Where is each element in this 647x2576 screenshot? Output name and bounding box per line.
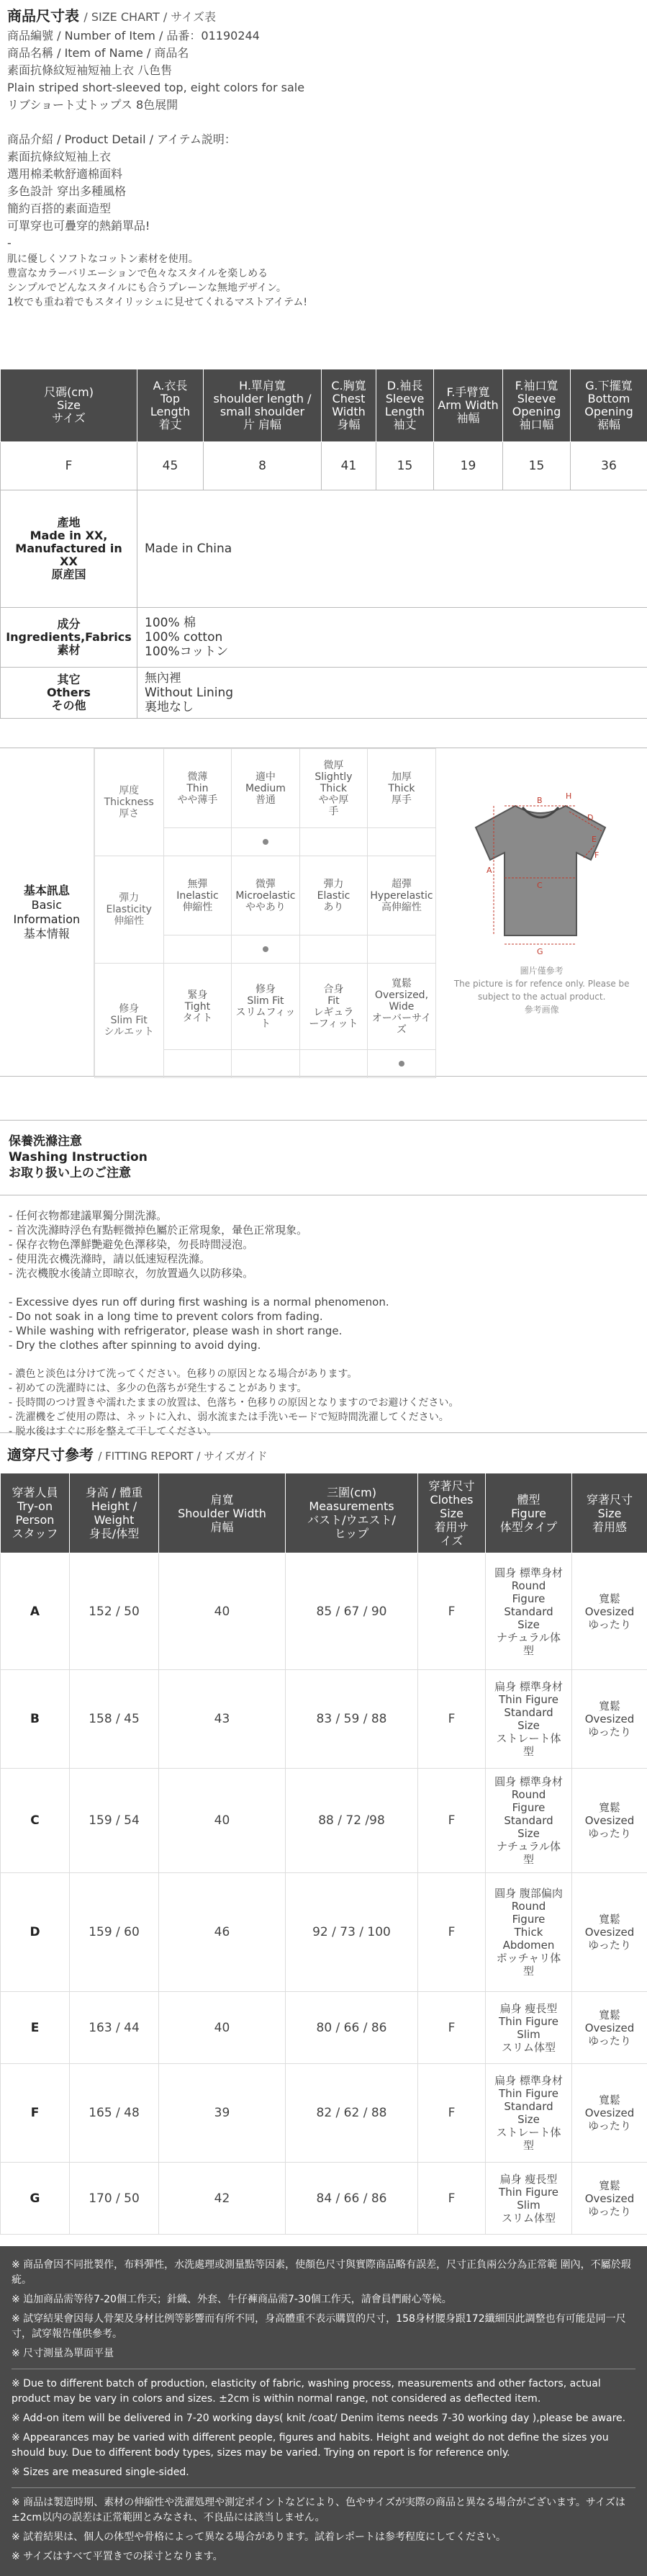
- size-cell: F: [418, 1873, 486, 1992]
- feel-cell: 寬鬆 Ovesized ゆったり: [572, 1553, 647, 1670]
- figure-cell: 圓身 標準身材 Round Figure Standard Size ナチュラル体 型: [486, 1553, 572, 1670]
- person-cell: A: [1, 1553, 70, 1670]
- col-shoulder: H.單肩寬 shoulder length / small shoulder 片 肩幅: [204, 369, 322, 442]
- wash-line: - While washing with refrigerator, please wash in short range.: [9, 1324, 638, 1338]
- detail-line: 多色設計 穿出多種風格: [7, 183, 640, 200]
- washing-title-zh: 保養洗滌注意: [9, 1134, 638, 1149]
- feel-cell: 寬鬆 Ovesized ゆったり: [572, 1769, 647, 1873]
- col-top-length: A.衣長 Top Length 着丈: [137, 369, 204, 442]
- product-detail-title: 商品介紹 / Product Detail / アイテム説明：: [7, 131, 640, 148]
- item-name-label: 商品名稱 / Item of Name / 商品名: [7, 45, 640, 62]
- diagram-letter: F: [594, 851, 599, 860]
- height-weight-cell: 159 / 54: [70, 1769, 159, 1873]
- shoulder-cell: 42: [159, 2163, 286, 2235]
- option-thin: 微薄 Thin やや薄手: [163, 749, 232, 828]
- fitting-table: [0, 1473, 647, 2235]
- shoulder-cell: 39: [159, 2064, 286, 2163]
- size-cell: F: [418, 1553, 486, 1670]
- note-line: ※ 追加商品需等待7-20個工作天；針織、外套、牛仔褲商品需7-30個工作天，請會員們耐心等候。: [12, 2292, 635, 2307]
- measurements-cell: 85 / 67 / 90: [286, 1553, 418, 1670]
- size-cell: 19: [434, 442, 503, 490]
- material-label: 成分 Ingredients,Fabrics 素材: [1, 608, 137, 668]
- origin-row: [1, 490, 647, 608]
- sel-cell: [163, 1050, 232, 1078]
- col-sleeve-opening: F.袖口寬 Sleeve Opening 袖口幅: [503, 369, 571, 442]
- measurements-cell: 92 / 73 / 100: [286, 1873, 418, 1992]
- option-thick: 加厚 Thick 厚手: [368, 749, 436, 828]
- col-bottom-opening: G.下擺寬 Bottom Opening 裾幅: [571, 369, 647, 442]
- size-cell: 41: [322, 442, 376, 490]
- sel-cell: [368, 1050, 436, 1078]
- person-cell: C: [1, 1769, 70, 1873]
- table-row: [1, 1553, 647, 1670]
- measurements-cell: 82 / 62 / 88: [286, 2064, 418, 2163]
- origin-label: 產地 Made in XX, Manufactured in XX 原産国: [1, 490, 137, 608]
- sel-cell: [299, 935, 368, 964]
- sel-cell: [232, 1050, 300, 1078]
- measurements-cell: 83 / 59 / 88: [286, 1670, 418, 1769]
- item-name-jp: リブショート丈トップス 8色展開: [7, 97, 640, 114]
- washing-title: [0, 1120, 647, 1195]
- item-name-en: Plain striped short-sleeved top, eight colors for sale: [7, 79, 640, 97]
- option-oversized: 寬鬆 Oversized, Wide オーバーサイ ズ: [368, 964, 436, 1050]
- col-arm-width: F.手臂寬 Arm Width 袖幅: [434, 369, 503, 442]
- table-row: [1, 2163, 647, 2235]
- note-line: ※ 試着結果は、個人の体型や骨格によって異なる場合があります。試着レポートは参考程度にしてください。: [12, 2530, 635, 2545]
- sel-cell: [368, 828, 436, 856]
- basic-info-title: 基本訊息 Basic Information 基本情報: [0, 748, 94, 1076]
- figure-cell: 圓身 標準身材 Round Figure Standard Size ナチュラル体 型: [486, 1769, 572, 1873]
- size-cell: 45: [137, 442, 204, 490]
- height-weight-cell: 159 / 60: [70, 1873, 159, 1992]
- detail-line: 選用棉柔軟舒適棉面料: [7, 166, 640, 183]
- shoulder-cell: 46: [159, 1873, 286, 1992]
- origin-value: Made in China: [137, 490, 647, 608]
- figure-cell: 扁身 標準身材 Thin Figure Standard Size ストレート体 型: [486, 2064, 572, 2163]
- col-measurements: 三圍(cm) Measurements バスト/ウエスト/ ヒップ: [286, 1473, 418, 1553]
- table-row: [1, 1670, 647, 1769]
- detail-line-jp: 豊富なカラーバリエーションで色々なスタイルを楽しめる: [7, 266, 640, 281]
- diagram-letter: H: [566, 791, 571, 801]
- wash-line: - 首次洗滌時浮色有點輕微掉色屬於正常現象，暈色正常現象。: [9, 1223, 638, 1237]
- wash-line: - 洗濯機をご使用の際は、ネットに入れ、弱水流または手洗いモードで短時間洗濯してください。: [9, 1410, 638, 1424]
- size-cell: F: [418, 1670, 486, 1769]
- size-cell: 8: [204, 442, 322, 490]
- diagram-letter: D: [587, 813, 593, 822]
- other-label: 其它 Others その他: [1, 668, 137, 719]
- detail-line-jp: 肌に優しくソフトなコットン素材を使用。: [7, 252, 640, 266]
- wash-line: - Excessive dyes run off during first washing is a normal phenomenon.: [9, 1295, 638, 1309]
- wash-line: - 長時間のつけ置きや濡れたままの放置は、色落ち・色移りの原因となりますのでお避けください。: [9, 1396, 638, 1410]
- feel-cell: 寬鬆 Ovesized ゆったり: [572, 2064, 647, 2163]
- note-line: ※ Due to different batch of production, elasticity of fabric, washing process, measurements and other factors, actual product may be vary in colors and sizes. ±2cm is within normal range, not considered as deflected item.: [12, 2377, 635, 2407]
- note-line: ※ 商品會因不同批製作，布料彈性，水洗處理或測量點等因素，使顏色尺寸與實際商品略有誤差，尺寸正負兩公分為正常範 圍內，不屬於瑕疵。: [12, 2258, 635, 2288]
- diagram-letter: A: [487, 866, 492, 875]
- detail-separator: -: [7, 235, 640, 252]
- measurements-cell: 80 / 66 / 86: [286, 1992, 418, 2064]
- shoulder-cell: 40: [159, 1553, 286, 1670]
- washing-title-en: Washing Instruction: [9, 1149, 638, 1165]
- feel-cell: 寬鬆 Ovesized ゆったり: [572, 2163, 647, 2235]
- garment-diagram: [436, 748, 647, 1076]
- shoulder-cell: 43: [159, 1670, 286, 1769]
- size-cell: F: [418, 2163, 486, 2235]
- option-slim-fit: 修身 Slim Fit スリムフィッ ト: [232, 964, 300, 1050]
- diagram-letter: G: [537, 947, 543, 956]
- note-line: ※ 尺寸測量為單面平量: [12, 2346, 635, 2361]
- person-cell: B: [1, 1670, 70, 1769]
- option-elastic: 彈力 Elastic あり: [299, 856, 368, 935]
- wash-line: - Dry the clothes after spinning to avoid dying.: [9, 1338, 638, 1352]
- table-row: [1, 2064, 647, 2163]
- wash-line: - 洗衣機脫水後請立即晾衣，勿放置過久以防移染。: [9, 1266, 638, 1280]
- table-row: [1, 1769, 647, 1873]
- col-shoulder-width: 肩寬 Shoulder Width 肩幅: [159, 1473, 286, 1553]
- measurements-cell: 84 / 66 / 86: [286, 2163, 418, 2235]
- size-table-header: [1, 369, 647, 442]
- col-chest: C.胸寬 Chest Width 身幅: [322, 369, 376, 442]
- selected-dot: [399, 1061, 404, 1067]
- size-cell: F: [418, 1769, 486, 1873]
- col-clothes-size: 穿著尺寸 Clothes Size 着用サ イズ: [418, 1473, 486, 1553]
- thickness-label: 厚度 Thickness 厚さ: [94, 749, 163, 856]
- height-weight-cell: 158 / 45: [70, 1670, 159, 1769]
- person-cell: D: [1, 1873, 70, 1992]
- figure-cell: 扁身 瘦長型 Thin Figure Slim スリム体型: [486, 2163, 572, 2235]
- fit-label: 修身 Slim Fit シルエット: [94, 964, 163, 1078]
- other-row: [1, 668, 647, 719]
- person-cell: G: [1, 2163, 70, 2235]
- wash-line: - 任何衣物都建議單獨分開洗滌。: [9, 1208, 638, 1223]
- notes-section: [0, 2246, 647, 2576]
- wash-line: - 脱水後はすぐに形を整えて干してください。: [9, 1424, 638, 1439]
- size-table: [0, 369, 647, 719]
- note-line: ※ Appearances may be varied with different people, figures and habits. Height and weight do not define the sizes you should buy. Due to different body types, sizes may be varied. Trying on report is for reference only.: [12, 2431, 635, 2461]
- col-sleeve-length: D.袖長 Sleeve Length 袖丈: [376, 369, 434, 442]
- wash-line: - 使用洗衣機洗滌時，請以低速短程洗滌。: [9, 1252, 638, 1266]
- diagram-letter: C: [537, 881, 543, 890]
- col-figure: 體型 Figure 体型タイプ: [486, 1473, 572, 1553]
- fit-row: [94, 964, 435, 1050]
- option-slightly-thick: 微厚 Slightly Thick やや厚 手: [299, 749, 368, 828]
- item-number: 商品編號 / Number of Item / 品番：01190244: [7, 27, 640, 45]
- table-row: [1, 1873, 647, 1992]
- option-tight: 緊身 Tight タイト: [163, 964, 232, 1050]
- size-cell: F: [418, 2064, 486, 2163]
- shoulder-cell: 40: [159, 1992, 286, 2064]
- wash-line: - 初めての洗濯時には、多少の色落ちが発生することがあります。: [9, 1381, 638, 1396]
- figure-cell: 扁身 標準身材 Thin Figure Standard Size ストレート体 型: [486, 1670, 572, 1769]
- figure-cell: 圓身 腹部偏肉 Round Figure Thick Abdomen ポッチャリ体 型: [486, 1873, 572, 1992]
- note-line: ※ 試穿結果會因每人骨架及身材比例等影響而有所不同，身高體重不表示購買的尺寸，158身材腰身跟172纖細因此調整也有可能是同一尺寸，試穿報告僅供參考。: [12, 2312, 635, 2342]
- note-line: ※ Sizes are measured single-sided.: [12, 2465, 635, 2480]
- height-weight-cell: 165 / 48: [70, 2064, 159, 2163]
- other-value: 無內裡 Without Lining 裏地なし: [137, 668, 647, 719]
- option-microelastic: 微彈 Microelastic ややあり: [232, 856, 300, 935]
- option-hyperelastic: 超彈 Hyperelastic 高伸縮性: [368, 856, 436, 935]
- shoulder-cell: 40: [159, 1769, 286, 1873]
- person-cell: E: [1, 1992, 70, 2064]
- sel-cell: [163, 828, 232, 856]
- notes-divider: [12, 2487, 635, 2488]
- option-fit: 合身 Fit レギュラ ーフィット: [299, 964, 368, 1050]
- fitting-header: [1, 1473, 647, 1553]
- wash-line: - 保存衣物色澤鮮艷避免色澤移染，勿長時間浸泡。: [9, 1237, 638, 1252]
- material-row: [1, 608, 647, 668]
- person-cell: F: [1, 2064, 70, 2163]
- size-cell: F: [1, 442, 137, 490]
- selected-dot: [263, 839, 268, 845]
- col-fit-feel: 穿著尺寸 Size 着用感: [572, 1473, 647, 1553]
- size-row-f: [1, 442, 647, 490]
- size-cell: F: [418, 1992, 486, 2064]
- size-cell: 15: [503, 442, 571, 490]
- selected-dot: [263, 946, 268, 952]
- washing-instructions: [0, 1195, 647, 1433]
- wash-line: - Do not soak in a long time to prevent colors from fading.: [9, 1309, 638, 1324]
- item-name-zh: 素面抗條紋短袖短袖上衣 八色售: [7, 62, 640, 79]
- basic-information: [0, 748, 647, 1077]
- size-chart-title: 商品尺寸表 / SIZE CHART / サイズ表: [7, 6, 640, 27]
- feel-cell: 寬鬆 Ovesized ゆったり: [572, 1873, 647, 1992]
- washing-title-jp: お取り扱い上のご注意: [9, 1165, 638, 1181]
- detail-line-jp: シンプルでどんなスタイルにも合うプレーンな無地デザイン。: [7, 281, 640, 295]
- sel-cell: [299, 828, 368, 856]
- diagram-letter: B: [537, 796, 543, 805]
- diagram-caption: 圖片僅參考 The picture is for refence only. Please be subject to the actual product. 參考画像: [436, 964, 647, 1016]
- detail-line-jp: 1枚でも重ね着でもスタイリッシュに見せてくれるマストアイテム!: [7, 295, 640, 310]
- product-info: [0, 0, 647, 369]
- size-cell: 15: [376, 442, 434, 490]
- sel-cell: [232, 935, 300, 964]
- wash-line: - 濃色と淡色は分けて洗ってください。色移りの原因となる場合があります。: [9, 1367, 638, 1381]
- elasticity-row: [94, 856, 435, 935]
- detail-line: 簡約百搭的素面造型: [7, 200, 640, 217]
- sel-cell: [368, 935, 436, 964]
- height-weight-cell: 170 / 50: [70, 2163, 159, 2235]
- figure-cell: 扁身 瘦長型 Thin Figure Slim スリム体型: [486, 1992, 572, 2064]
- size-cell: 36: [571, 442, 647, 490]
- fitting-report-title: 適穿尺寸參考 / FITTING REPORT / サイズガイド: [0, 1433, 647, 1473]
- option-inelastic: 無彈 Inelastic 伸縮性: [163, 856, 232, 935]
- thickness-row: [94, 749, 435, 828]
- note-line: ※ Add-on item will be delivered in 7-20 working days( knit /coat/ Denim items needs 7-30 working day ),please be aware.: [12, 2411, 635, 2426]
- table-row: [1, 1992, 647, 2064]
- tshirt-diagram-icon: [451, 777, 630, 957]
- option-medium: 適中 Medium 普通: [232, 749, 300, 828]
- feel-cell: 寬鬆 Ovesized ゆったり: [572, 1670, 647, 1769]
- col-size: 尺碼(cm) Size サイズ: [1, 369, 137, 442]
- note-line: ※ サイズはすべて平置きでの採寸となります。: [12, 2549, 635, 2564]
- sel-cell: [232, 828, 300, 856]
- col-person: 穿著人員 Try-on Person スタッフ: [1, 1473, 70, 1553]
- feel-cell: 寬鬆 Ovesized ゆったり: [572, 1992, 647, 2064]
- attribute-matrix: [94, 748, 436, 1078]
- height-weight-cell: 163 / 44: [70, 1992, 159, 2064]
- note-line: ※ 商品は製造時期、素材の伸縮性や洗濯処理や測定ポイントなどにより、色やサイズが実際の商品と異なる場合がございます。サイズは±2cm以内の誤差は正常範囲とみなされ、不良品には該当しません。: [12, 2495, 635, 2526]
- detail-line: 可單穿也可疊穿的熱銷單品!: [7, 217, 640, 235]
- sel-cell: [163, 935, 232, 964]
- sel-cell: [299, 1050, 368, 1078]
- elasticity-label: 彈力 Elasticity 伸縮性: [94, 856, 163, 964]
- diagram-letter: E: [592, 835, 597, 844]
- detail-line: 素面抗條紋短袖上衣: [7, 148, 640, 166]
- height-weight-cell: 152 / 50: [70, 1553, 159, 1670]
- col-height-weight: 身高 / 體重 Height / Weight 身長/体型: [70, 1473, 159, 1553]
- material-value: 100% 棉 100% cotton 100%コットン: [137, 608, 647, 668]
- measurements-cell: 88 / 72 /98: [286, 1769, 418, 1873]
